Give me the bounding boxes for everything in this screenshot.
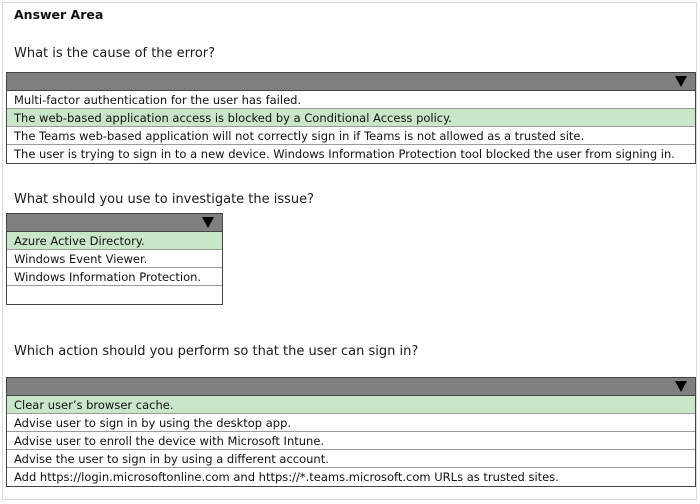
q1-option-4[interactable]: The user is trying to sign in to a new device. Windows Information Protection tool blocked the user from signing in.	[14, 147, 675, 161]
triangle-down-icon[interactable]	[202, 217, 214, 228]
q3-option-5[interactable]: Add https://login.microsoftonline.com and https://*.teams.microsoft.com URLs as trusted sites.	[14, 470, 559, 484]
question-2-text: What should you use to investigate the issue?	[14, 192, 315, 207]
q2-option-3[interactable]: Windows Information Protection.	[7, 268, 222, 286]
q2-option-1-selected[interactable]: Azure Active Directory.	[7, 232, 222, 250]
question-2-options	[6, 232, 223, 305]
answer-area-title: Answer Area	[14, 7, 104, 22]
question-1-dropdown-header[interactable]	[6, 72, 696, 91]
q1-option-3[interactable]: The Teams web-based application will not correctly sign in if Teams is not allowed as a trusted site.	[7, 127, 695, 145]
question-3-dropdown-header[interactable]	[6, 377, 696, 396]
question-1-dropdown[interactable]	[6, 72, 696, 164]
question-2-dropdown-header[interactable]	[6, 213, 223, 232]
q3-option-4[interactable]: Advise the user to sign in by using a different account.	[7, 450, 695, 468]
question-3-options	[6, 396, 696, 487]
q2-option-2[interactable]: Windows Event Viewer.	[7, 250, 222, 268]
question-3-dropdown[interactable]	[6, 377, 696, 487]
question-2-dropdown[interactable]	[6, 213, 223, 305]
q1-option-2-selected[interactable]: The web-based application access is blocked by a Conditional Access policy.	[7, 109, 695, 127]
q3-option-1-selected[interactable]: Clear user’s browser cache.	[7, 396, 695, 414]
q3-option-3[interactable]: Advise user to enroll the device with Microsoft Intune.	[7, 432, 695, 450]
triangle-down-icon[interactable]	[675, 76, 687, 87]
question-1-text: What is the cause of the error?	[14, 46, 216, 61]
question-1-options	[6, 91, 696, 164]
question-3-text: Which action should you perform so that the user can sign in?	[14, 344, 419, 359]
q2-option-empty	[7, 286, 222, 304]
q3-option-2[interactable]: Advise user to sign in by using the desktop app.	[7, 414, 695, 432]
q1-option-1[interactable]: Multi-factor authentication for the user has failed.	[7, 91, 695, 109]
triangle-down-icon[interactable]	[675, 381, 687, 392]
